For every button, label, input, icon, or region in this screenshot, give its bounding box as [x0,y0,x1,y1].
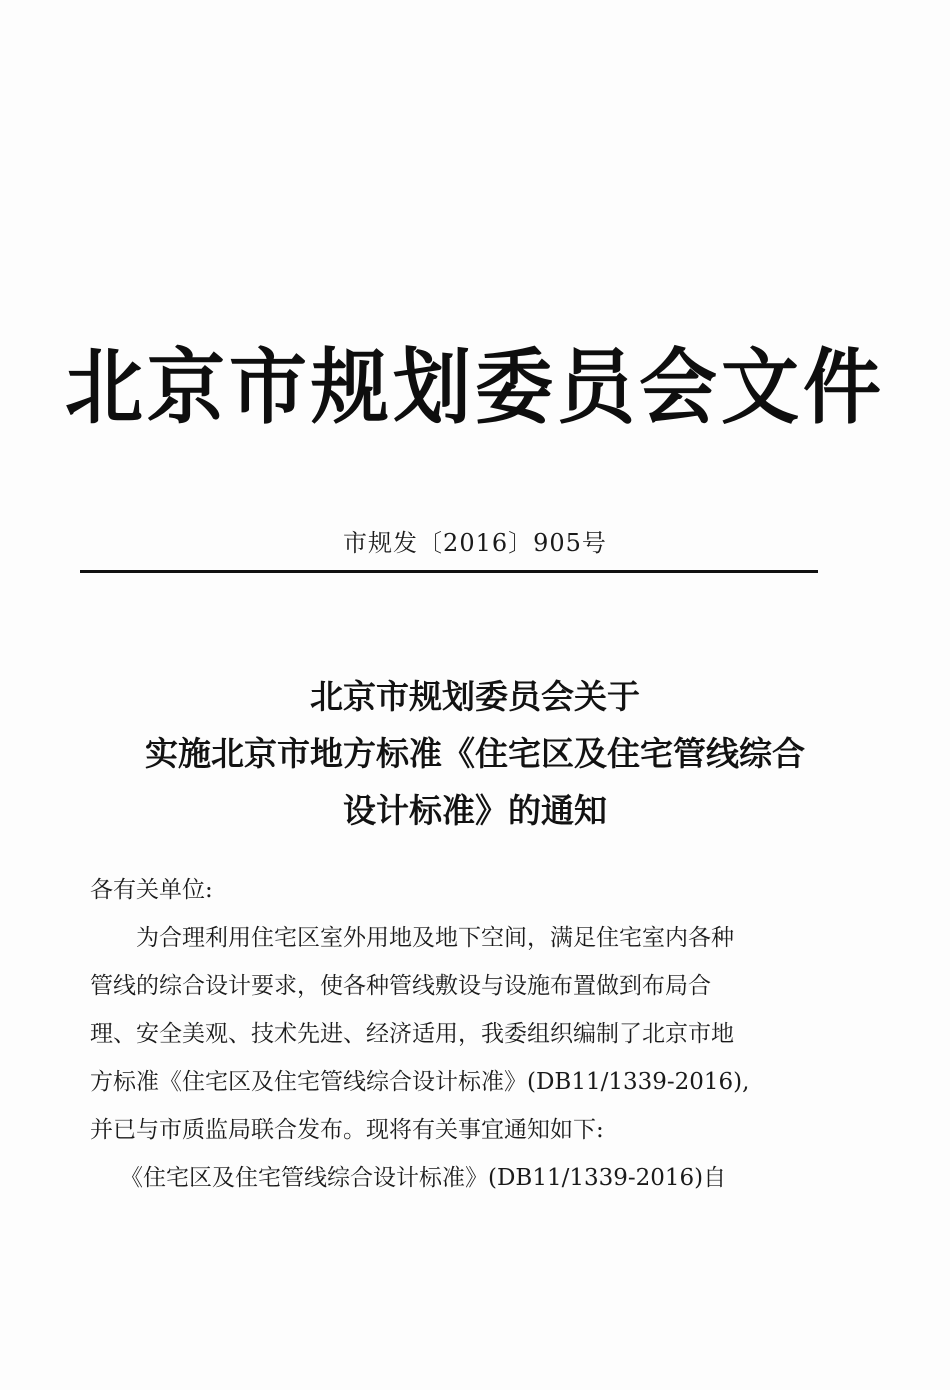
notice-title-line-2: 实施北京市地方标准《住宅区及住宅管线综合 [145,734,805,773]
notice-title-line-3: 设计标准》的通知 [343,791,607,830]
document-header-title: 北京市规划委员会文件 [64,340,885,436]
notice-body [90,866,830,1202]
paragraph-2-line-1: 《住宅区及住宅管线综合设计标准》(DB11/1339-2016)自 [120,1165,727,1191]
salutation: 各有关单位: [90,877,213,903]
paragraph-1-line-5: 并已与市质监局联合发布。现将有关事宜通知如下: [90,1117,604,1143]
header-divider [80,570,818,573]
paragraph-1-line-3: 理、安全美观、技术先进、经济适用，我委组织编制了北京市地 [90,1021,734,1047]
notice-title-line-1: 北京市规划委员会关于 [310,677,640,716]
notice-title [70,668,880,839]
document-number: 市规发〔2016〕905号 [343,529,607,557]
paragraph-1-line-1: 为合理利用住宅区室外用地及地下空间，满足住宅室内各种 [136,925,734,951]
paragraph-1-line-2: 管线的综合设计要求，使各种管线敷设与设施布置做到布局合 [90,973,711,999]
paragraph-1-line-4: 方标准《住宅区及住宅管线综合设计标准》(DB11/1339-2016), [90,1069,750,1095]
